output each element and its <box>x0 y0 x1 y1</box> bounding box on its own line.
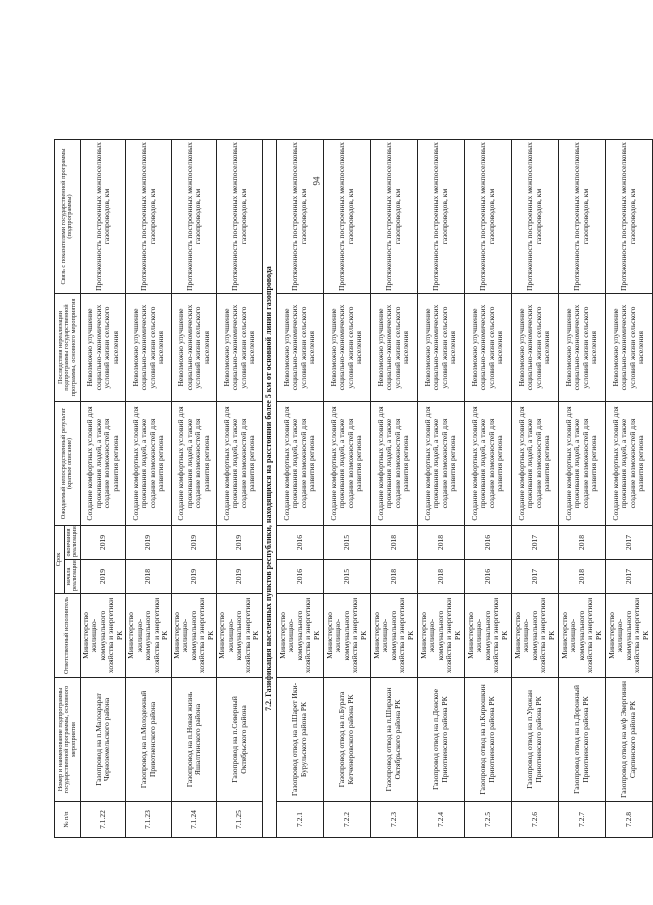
cell-result: Создание комфортных условий для проживания людей, а также создание возможностей для развития региона <box>217 402 263 526</box>
cell-executor: Министерство жилищно-коммунального хозяйства и энергетики РК <box>558 594 605 678</box>
cell-executor: Министерство жилищно-коммунального хозяйства и энергетики РК <box>511 594 558 678</box>
cell-start: 2015 <box>323 560 370 594</box>
cell-link: Протяженность построенных межпоселковых газопроводов, км <box>417 140 464 294</box>
cell-result: Создание комфортных условий для проживания людей, а также создание возможностей для развития региона <box>323 402 370 526</box>
cell-result: Создание комфортных условий для проживания людей, а также создание возможностей для развития региона <box>126 402 172 526</box>
cell-executor: Министерство жилищно-коммунального хозяйства и энергетики РК <box>276 594 323 678</box>
cell-num: 7.2.7 <box>558 802 605 838</box>
cell-executor: Министерство жилищно-коммунального хозяйства и энергетики РК <box>370 594 417 678</box>
header-term: Срок <box>55 526 65 594</box>
cell-consequences: Невозможно улучшение социально-экономических условий жизни сельского населения <box>80 294 126 402</box>
cell-link: Протяженность построенных межпоселковых газопроводов, км <box>511 140 558 294</box>
cell-num: 7.2.4 <box>417 802 464 838</box>
cell-start: 2018 <box>417 560 464 594</box>
cell-start: 2019 <box>171 560 217 594</box>
cell-result: Создание комфортных условий для проживания людей, а также создание возможностей для развития региона <box>171 402 217 526</box>
cell-link: Протяженность построенных межпоселковых газопроводов, км <box>605 140 652 294</box>
cell-consequences: Невозможно улучшение социально-экономических условий жизни сельского населения <box>171 294 217 402</box>
cell-executor: Министерство жилищно-коммунального хозяйства и энергетики РК <box>323 594 370 678</box>
document-page <box>54 140 650 838</box>
cell-num: 7.2.1 <box>276 802 323 838</box>
cell-result: Создание комфортных условий для проживания людей, а также создание возможностей для развития региона <box>370 402 417 526</box>
cell-name: Газопровод отвод на п.Донское Приютненского района РК <box>417 678 464 802</box>
cell-start: 2017 <box>605 560 652 594</box>
cell-link: Протяженность построенных межпоселковых газопроводов, км <box>80 140 126 294</box>
cell-start: 2017 <box>511 560 558 594</box>
cell-link: Протяженность построенных межпоселковых газопроводов, км <box>558 140 605 294</box>
cell-end: 2019 <box>171 526 217 560</box>
table-row <box>370 140 417 838</box>
cell-num: 7.2.6 <box>511 802 558 838</box>
cell-consequences: Невозможно улучшение социально-экономических условий жизни сельского населения <box>464 294 511 402</box>
cell-name: Газопровод на п.Новая жизнь Яшалтинского района <box>171 678 217 802</box>
cell-consequences: Невозможно улучшение социально-экономических условий жизни сельского населения <box>126 294 172 402</box>
cell-consequences: Невозможно улучшение социально-экономических условий жизни сельского населения <box>417 294 464 402</box>
cell-result: Создание комфортных условий для проживания людей, а также создание возможностей для развития региона <box>276 402 323 526</box>
header-num: № п/п <box>55 802 81 838</box>
cell-name: Газопровод на п.Северный Октябрьского района <box>217 678 263 802</box>
header-end: окончания реализации <box>64 526 80 560</box>
cell-num: 7.2.8 <box>605 802 652 838</box>
cell-executor: Министерство жилищно-коммунального хозяйства и энергетики РК <box>417 594 464 678</box>
cell-start: 2016 <box>276 560 323 594</box>
cell-end: 2019 <box>126 526 172 560</box>
table-row <box>558 140 605 838</box>
cell-link: Протяженность построенных межпоселковых газопроводов, км <box>126 140 172 294</box>
cell-executor: Министерство жилищно-коммунального хозяйства и энергетики РК <box>464 594 511 678</box>
cell-name: Газопровод отвод на п.Урожан Приютненского района РК <box>511 678 558 802</box>
cell-name: Газопровод на п.Молодежный Приютненского района <box>126 678 172 802</box>
header-result: Ожидаемый непосредственный результат (краткое описание) <box>55 402 81 526</box>
cell-name: Газопровод отвод на п.Кирюшкин Приютненского района РК <box>464 678 511 802</box>
cell-name: Газопровод отвод на п.Дорожный Приютненского района РК <box>558 678 605 802</box>
cell-link: Протяженность построенных межпоселковых газопроводов, км <box>217 140 263 294</box>
cell-end: 2018 <box>417 526 464 560</box>
table-row <box>276 140 323 838</box>
cell-consequences: Невозможно улучшение социально-экономических условий жизни сельского населения <box>558 294 605 402</box>
cell-start: 2016 <box>464 560 511 594</box>
cell-link: Протяженность построенных межпоселковых газопроводов, км <box>370 140 417 294</box>
cell-executor: Министерство жилищно-коммунального хозяйства и энергетики РК <box>171 594 217 678</box>
cell-consequences: Невозможно улучшение социально-экономических условий жизни сельского населения <box>217 294 263 402</box>
cell-num: 7.1.25 <box>217 802 263 838</box>
cell-end: 2015 <box>323 526 370 560</box>
cell-link: Протяженность построенных межпоселковых газопроводов, км <box>171 140 217 294</box>
table-row <box>80 140 126 838</box>
cell-num: 7.1.24 <box>171 802 217 838</box>
cell-end: 2018 <box>558 526 605 560</box>
cell-result: Создание комфортных условий для проживания людей, а также создание возможностей для развития региона <box>605 402 652 526</box>
cell-end: 2019 <box>217 526 263 560</box>
cell-start: 2018 <box>558 560 605 594</box>
cell-end: 2016 <box>276 526 323 560</box>
cell-name: Газопровод отвод на п.Шарет Ики-Бурульского района РК <box>276 678 323 802</box>
table-row <box>511 140 558 838</box>
header-start: начала реализации <box>64 560 80 594</box>
cell-consequences: Невозможно улучшение социально-экономических условий жизни сельского населения <box>370 294 417 402</box>
header-row <box>55 140 65 838</box>
cell-result: Создание комфортных условий для проживания людей, а также создание возможностей для развития региона <box>558 402 605 526</box>
header-executor: Ответственный исполнитель <box>55 594 81 678</box>
cell-num: 7.2.5 <box>464 802 511 838</box>
table-row <box>605 140 652 838</box>
cell-end: 2019 <box>80 526 126 560</box>
cell-executor: Министерство жилищно-коммунального хозяйства и энергетики РК <box>605 594 652 678</box>
table-row <box>171 140 217 838</box>
cell-consequences: Невозможно улучшение социально-экономических условий жизни сельского населения <box>323 294 370 402</box>
table-row <box>126 140 172 838</box>
cell-end: 2017 <box>605 526 652 560</box>
page-number: 94 <box>311 176 322 186</box>
rotated-table-container <box>54 140 650 838</box>
cell-result: Создание комфортных условий для проживания людей, а также создание возможностей для развития региона <box>511 402 558 526</box>
cell-num: 7.2.2 <box>323 802 370 838</box>
cell-consequences: Невозможно улучшение социально-экономических условий жизни сельского населения <box>605 294 652 402</box>
cell-start: 2018 <box>370 560 417 594</box>
table-row <box>464 140 511 838</box>
program-measures-table <box>54 139 653 838</box>
cell-end: 2018 <box>370 526 417 560</box>
header-consequences: Последствия нереализации подпрограммы государственной программы, основного мероприятия <box>55 294 81 402</box>
cell-num: 7.1.22 <box>80 802 126 838</box>
section-title: 7.2. Газификация населенных пунктов республики, находящихся на расстоянии более 5 км от основной линии газопровода <box>262 140 276 838</box>
table-row <box>217 140 263 838</box>
table-row <box>323 140 370 838</box>
header-link: Связь с показателями государственной программы (подпрограммы) <box>55 140 81 294</box>
cell-executor: Министерство жилищно-коммунального хозяйства и энергетики РК <box>80 594 126 678</box>
section-row <box>262 140 276 838</box>
cell-name: Газопровод отвод на м/ф Эвергинин Сарпинского района РК <box>605 678 652 802</box>
cell-num: 7.1.23 <box>126 802 172 838</box>
cell-result: Создание комфортных условий для проживания людей, а также создание возможностей для развития региона <box>464 402 511 526</box>
table-row <box>417 140 464 838</box>
cell-executor: Министерство жилищно-коммунального хозяйства и энергетики РК <box>126 594 172 678</box>
cell-end: 2016 <box>464 526 511 560</box>
cell-start: 2019 <box>217 560 263 594</box>
cell-executor: Министерство жилищно-коммунального хозяйства и энергетики РК <box>217 594 263 678</box>
cell-link: Протяженность построенных межпоселковых газопроводов, км <box>276 140 323 294</box>
cell-link: Протяженность построенных межпоселковых газопроводов, км <box>323 140 370 294</box>
cell-end: 2017 <box>511 526 558 560</box>
cell-name: Газопровод отвод на п.Бурата Кетченеровского района РК <box>323 678 370 802</box>
cell-name: Газопровод на п.Малоарарат Черноземельского района <box>80 678 126 802</box>
cell-consequences: Невозможно улучшение социально-экономических условий жизни сельского населения <box>276 294 323 402</box>
cell-link: Протяженность построенных межпоселковых газопроводов, км <box>464 140 511 294</box>
cell-result: Создание комфортных условий для проживания людей, а также создание возможностей для развития региона <box>80 402 126 526</box>
cell-start: 2018 <box>126 560 172 594</box>
cell-name: Газопровод отвод на п.Ширакан Октябрьского района РК <box>370 678 417 802</box>
header-name: Номер и наименование подпрограммы государственной программы, основного мероприятия <box>55 678 81 802</box>
cell-consequences: Невозможно улучшение социально-экономических условий жизни сельского населения <box>511 294 558 402</box>
cell-result: Создание комфортных условий для проживания людей, а также создание возможностей для развития региона <box>417 402 464 526</box>
cell-start: 2019 <box>80 560 126 594</box>
cell-num: 7.2.3 <box>370 802 417 838</box>
